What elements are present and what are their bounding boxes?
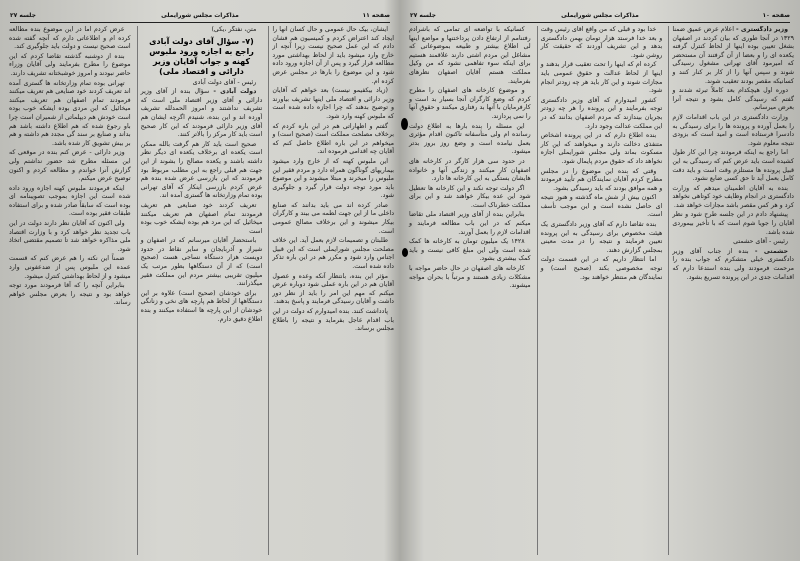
paragraph-text: بنابراین بنده از آقای وزیر اقتصاد ملی تقاضا میکنم که در این باب مطالعه فرمایند و اقدامات لازم را بعمل آورند. bbox=[408, 211, 531, 236]
paragraph bbox=[141, 237, 263, 289]
paragraph bbox=[272, 26, 394, 86]
paragraph bbox=[272, 123, 394, 157]
paragraph-text: اعلام عرض عمیق ضمنا ۱۳۲۹ در آنجا طوری که بیان کردند در اصفهان بشغل تعیین بوده اینها از لحاظ کنترل گرفته یکعده ای را و بعضا از آن گرفتند آن مستحضر که امیرمود آقای تهرانی مشغول رسیدگی شوند و سپس آنها را از کار بر کنار کنند و کسانیکه مقصر بودند تعقیب شوند. bbox=[672, 26, 794, 85]
paragraph bbox=[9, 53, 131, 79]
text-column bbox=[668, 26, 794, 555]
paragraph bbox=[409, 87, 531, 121]
paragraph-text: متن، نفتگر ،یکی) bbox=[211, 26, 257, 33]
paragraph bbox=[541, 97, 663, 131]
paragraph-text: تهرانی بوده تمام وزارتخانه ها گستری آمده اند تعریف کردند خود صنایعی هم تعریف میکنند فرمودند تمام اصفهان هم تعریف میکنند میخائیل که این مردی بوده ایشکه خوب بوده است خودش هم دیپلماتی از شمیران است چرا باو رجوع شده که هم اطلاع داشته باشد هم بداند و صنایع بر سند گی مجدد هم داشته و هم بر بیش تشویق کار شده باشد. bbox=[8, 79, 131, 147]
paragraph-text: اما راجع به اینکه فرمودند چرا این کار طول کشیده است باید عرض کنم که رسیدگی به این قبیل پرونده ها مستلزم وقت است و باید دقت کامل بعمل آید تا حق کسی ضایع نشود. bbox=[672, 149, 794, 183]
paragraph bbox=[672, 114, 794, 148]
paragraph bbox=[9, 185, 131, 219]
paragraph bbox=[672, 26, 794, 86]
page-number: صفحه ۱۱ bbox=[362, 12, 390, 19]
paragraph-text: بنده از جناب آقای وزیر دادگستری خیلی متشکرم که جواب بنده را مرحمت فرمودند ولی بنده استدعا دارم که اقدامات جدی در این پرونده تسریع بشود. bbox=[672, 247, 794, 281]
paragraph-text: مؤثر این بنده، بانتظار آنکه وعده و عصول آقایان هم در این باره عملی شود دوباره عرض میکنم که مهم این امر را باید از نظر دور داشت و آقایان رسیدگی فرمایند و پاسخ بدهند. bbox=[272, 272, 394, 306]
paragraph-text: تعریف کردند خود صنایعی هم تعریف فرمودند تمام اصفهان هم تعریف میکنند میخائیل که این مرد هم بوده ایشکه خوب بوده است bbox=[140, 201, 263, 235]
text-column bbox=[537, 26, 663, 555]
text-column bbox=[268, 26, 394, 555]
paragraph-text: و موضوع کارخانه های اصفهان را مطرح کردم که وضع کارگران آنجا بسیار بد است و کارفرمایان با آنها بد رفتاری میکنند و حقوق آنها را نمی پردازند. bbox=[408, 87, 531, 120]
page-header bbox=[10, 12, 390, 23]
paragraph-text: بنده اطلاع دارم که در این پرونده اشخاص متنفذی دخالت دارند و میخواهند که این کار مسکوت بماند ولی مجلس شورایملی اجازه نخواهد داد که حقوق مردم پایمال شود. bbox=[540, 132, 663, 165]
paragraph bbox=[272, 202, 394, 236]
paragraph-text: گفتم و اظهاراتی هم در این باره کردم که برخلاف مصلحت مملکت است (صحیح است) و میخواهم در این باره اطلاع حاصل کنم که آقایان چه اقدامی فرموده اند. bbox=[272, 122, 394, 156]
paragraph-text: رئیس - آقای حشمتی bbox=[733, 238, 788, 246]
paragraph bbox=[672, 248, 794, 282]
paragraph bbox=[409, 238, 531, 264]
paragraph bbox=[141, 79, 263, 88]
text-column bbox=[406, 26, 531, 555]
paragraph-text: کرده ام که اینها را تحت تعقیب قرار بدهند و اینها از لحاظ عدالت و حقوق عمومی باید مجازات شوند و این کار باید هر چه زودتر انجام شود. bbox=[540, 61, 663, 95]
paragraph-text: صادر کرده اند می باید بدانند که صنایع داخلی ما از این جهت لطمه می بیند و کارگران بیکار میشوند و این برخلاف مصالح عمومی است. bbox=[272, 201, 394, 235]
paragraph bbox=[141, 202, 263, 236]
paragraph bbox=[141, 88, 263, 140]
paragraph-text: برای خودشان (صحیح است) علاوه بر این دستگاهها از لحاظ هم پارچه های نخی و زنانگی خودشان از این پارچه ها استفاده میکنند و بنده اطلاع دقیق دارم. bbox=[140, 289, 263, 323]
paragraph-text: اگر دولت توجه نکند و این کارخانه ها تعطیل شود این عده بیکار خواهند شد و این برای مملکت خطرناک است. bbox=[408, 184, 531, 209]
paragraph-text: ایشان، بیک حال عمومی و حال کسان آنها را ایجاد کند اعتراض کردم و کمیسیون هم فشان دادم که این عمل صحیح نیست زیرا آنچه از خارج وارد میشود باید از لحاظ بهداشتی مورد مطالعه قرار گیرد و پس از آن اجازه ورود داده شود و این موضوع را بارها در مجلس عرض کرده ام. bbox=[272, 26, 394, 85]
paragraph-text: وقتی که بنده این موضوع را در مجلس مطرح کردم آقایان نمایندگان هم تأیید فرمودند و همه موافق بودند که باید رسیدگی بشود. bbox=[540, 167, 663, 192]
paragraph-text: بنده تقاضا دارم که آقای وزیر دادگستری یک هیئت مخصوص برای رسیدگی به این پرونده تعیین فرمایند و نتیجه را در مدت معینی بمجلس گزارش دهند. bbox=[540, 221, 663, 254]
paragraph-text: دوره اول هیچکدام بعد کاملاً تبرئه شدند و گفتم که رسیدگی کامل بشود و نتیجه آنرا بعرض میرسانم. bbox=[672, 87, 794, 112]
page-number: صفحه ۱۰ bbox=[762, 12, 790, 19]
paragraph bbox=[541, 194, 663, 220]
paragraph bbox=[272, 308, 394, 334]
columns bbox=[6, 26, 394, 555]
paragraph-text: در حدود سی هزار کارگر در کارخانه های اصفهان کار میکنند و زندگی آنها و خانواده هایشان بستگی به این کارخانه ها دارد. bbox=[408, 157, 531, 183]
paragraph-text: عرض کردم اما در این موضوع بنده مطالعه کرده ام و اطلاعاتی دارم که آنچه گفته شده است صحیح نیست و دولت باید جلوگیری کند. bbox=[8, 26, 131, 51]
paragraph-text: بنده از دوشنبه گذشته تقاضا کردم که این موضوع را مطرح بفرمایند ولی آقایان وزراء حاضر نبودند و امروز خوشبختانه تشریف دارند. bbox=[8, 52, 131, 77]
page-header bbox=[410, 12, 790, 23]
paragraph-text: این ملبوس کهنه که از خارج وارد میشود بیماریهای گوناگون همراه دارد و مردم فقیر این ملبوس را میخرند و مبتلا میشوند و این موضوع باید مورد توجه دولت قرار گیرد و جلوگیری شود. bbox=[272, 157, 394, 200]
ink-blot bbox=[401, 118, 408, 130]
paragraph bbox=[9, 80, 131, 149]
paragraph-text: وزارت دادگستری در این باب اقدامات لازم را بعمل آورده و پرونده ها را برای رسیدگی به دادسرا فرستاده است و امید است که بزودی نتیجه معلوم شود. bbox=[672, 113, 794, 147]
paragraph bbox=[541, 61, 663, 95]
publication-title: مذاکرات مجلس شورایملی bbox=[561, 12, 639, 19]
paragraph-text: کشور امیدوارم که آقای وزیر دادگستری توجه بفرمایند و این پرونده را هر چه زودتر بجریان بیندازند که مردم اصفهان بدانند که در این مملکت عدالت وجود دارد. bbox=[540, 96, 663, 130]
paragraph bbox=[9, 220, 131, 254]
columns bbox=[406, 26, 794, 555]
paragraph bbox=[272, 158, 394, 201]
paragraph-text: ولی اکنون که آقایان نظر دارند دولت در این باب تجدید نظر خواهد کرد و با وزارت اقتصاد ملی مذاکره خواهد شد تا تصمیم مقتضی اتخاذ شود. bbox=[8, 220, 131, 253]
paragraph bbox=[672, 185, 794, 211]
paragraph-text: سؤال بنده از آقای وزیر دارائی و آقای وزیر اقتصاد ملی است که تشریف نداشتند و امروز الحمدلله تشریف آورده اند و این بنده، شنیدم اگرچه ایشان هم آقای وزیر دارائی فرمودند که این کار صحیح است باید کار مرکز را بالاتر کنند. bbox=[140, 88, 263, 139]
paragraph-text: (زیاد بیکفیمو نیست) بعد خواهم که آقایان وزیر دارائی و اقتصاد ملی اینها تشریف بیاورند و توضیح بدهند که چرا اجازه داده شده است که ملبوس کهنه وارد شود. bbox=[272, 87, 394, 120]
paragraph-text: پیشنهاد دادم در این جلسه طرح شود و نظر آقایان را جویا شوم است که با تأخیر بیموردی شده باشد. bbox=[672, 211, 794, 236]
paragraph bbox=[672, 87, 794, 113]
paragraph bbox=[672, 149, 794, 183]
paragraph-text: صحیح است باید کار هم گرفت بالله ممکن است یکعده ای برخلاف یکعده ای دیگر نظر داشته باشند و یکعده مصالح را بشوند از این جهت هم قبلی راجع به این مطلب مربوط بود فرمودند که این بازرسی عرض شده بنده هم عرض کردم بازرسی اینکار که آقای تهرانی بوده تمام وزارتخانه ها گستری آمده اند. bbox=[140, 140, 263, 200]
paragraph bbox=[541, 26, 663, 60]
right-page bbox=[400, 0, 800, 561]
paragraph bbox=[409, 185, 531, 211]
paragraph-text: باستحضار آقایان میرسانم که در اصفهان و شیراز و آذربایجان و سایر نقاط در حدود دویست هزار دستگاه نساجی هست (صحیح است) که از آن دستگاهها بطور مرتب یک میلیون تقریبی بیشتر مردم این مملکت فقیر میگذرانند. bbox=[140, 237, 263, 288]
speaker-name: حشمتی - bbox=[754, 247, 788, 255]
paragraph-text: طلبتان و تصمیمات لازم بعمل آید. این خلاف مصلحت مجلس شورایملی است که این قبیل اجناس وارد شود و مکرر هم در این باره تذکر داده شده است. bbox=[272, 237, 394, 271]
paragraph-text: اکنون بیش از شش ماه گذشته و هنوز نتیجه ای حاصل نشده است و این موجب تأسف است. bbox=[540, 194, 663, 219]
paragraph bbox=[672, 211, 794, 237]
paragraph-text: کسانیکه با تواضعه ای تمامی که باشرادم رفتنامم از ارتفاع دادن پرداختنها و مواضع اینها لی اطلاع بیشتر و طبیعه بموضوعاتی که مشاغل این مردم اشتی دارند علاقمند هستیم برای اینکه سوء تفاهمی نشود که من وکیل مملکت هستم آقایان اصفهان نظرهای بفرمایند. bbox=[408, 26, 531, 85]
paragraph bbox=[541, 168, 663, 194]
paragraph bbox=[9, 282, 131, 308]
speaker-name: دولت آبادی - bbox=[213, 88, 257, 96]
paragraph bbox=[409, 26, 531, 86]
paragraph bbox=[9, 26, 131, 52]
paragraph bbox=[9, 149, 131, 183]
paragraph-text: پادداشت کنند. بنده امیدوارم که دولت در این باب اقدام عاجل بفرماید و نتیجه را باطلاع مجلس برساند. bbox=[272, 308, 394, 333]
paragraph-text: این مسئله را بنده بارها به اطلاع دولت رسانده ام ولی متأسفانه تاکنون اقدام مؤثری بعمل نیامده است و وضع روز بروز بدتر میشود. bbox=[408, 122, 531, 156]
paragraph bbox=[409, 123, 531, 157]
paragraph bbox=[272, 87, 394, 121]
paragraph-text: خدا بود و قبلی که من واقع آقای رئیس وقت و بعد خدا فرستد هزار تومان بهمن دادگستری بدهد و این تشریف آوردند که حقیقت کار روشن شود. bbox=[540, 26, 663, 59]
paragraph bbox=[409, 265, 531, 291]
paragraph bbox=[141, 290, 263, 324]
session-number: جلسه ۲۷ bbox=[10, 12, 36, 19]
paragraph-text: رئیس - آقای دولت آبادی bbox=[192, 78, 257, 86]
paragraph-text: بنابراین آنچه را که آقا فرمودند مورد توجه خواهد بود و نتیجه را بعرض مجلس خواهم رساند. bbox=[8, 282, 131, 307]
paragraph bbox=[409, 211, 531, 237]
paragraph-text: کارخانه های اصفهان در حال حاضر مواجه با مشکلات زیادی هستند و مرتباً با بحران مواجه میشوند. bbox=[408, 265, 531, 290]
paragraph bbox=[672, 238, 794, 247]
ink-blot bbox=[402, 248, 408, 257]
paragraph bbox=[409, 158, 531, 184]
publication-title: مذاکرات مجلس شورایملی bbox=[161, 12, 239, 19]
paragraph-text: اینکه فرمودند ملبوس کهنه اجازه ورود داده شده است این اجازه بموجب تصویبنامه ای بوده است که سابقاً صادر شده و برای استفاده طبقات فقیر بوده است. bbox=[8, 184, 131, 218]
paragraph bbox=[541, 221, 663, 255]
paragraph-text: اما انتظار داریم که در این قسمت دولت توجه مخصوصی بکند (صحیح است) و نمایندگان هم منتظر خواهند بود. bbox=[540, 256, 663, 281]
paragraph bbox=[141, 141, 263, 201]
paragraph bbox=[272, 273, 394, 307]
paragraph bbox=[541, 132, 663, 166]
text-column bbox=[137, 26, 263, 555]
paragraph-text: ۱۴۲۸ یک میلیون تومان به کارخانه ها کمک شده است ولی این مبلغ کافی نیست و باید کمک بیشتری بشود. bbox=[408, 238, 531, 263]
speaker-name: وزیر دادگستری - bbox=[736, 26, 788, 33]
paragraph bbox=[9, 255, 131, 281]
paragraph bbox=[272, 237, 394, 271]
paragraph bbox=[541, 256, 663, 282]
section-heading: (۷- سؤال آقای دولت آبادی راجع به اجازه ورود ملبوس کهنه و جواب آقایان وزیر دارائی و اقتصاد ملی) bbox=[149, 36, 254, 76]
paragraph-text: ضمناً این نکته را هم عرض کنم که قسمت عمده این ملبوس پس از ضدعفونی وارد میشود و از لحاظ بهداشتی کنترل میشود. bbox=[8, 255, 131, 280]
text-column bbox=[6, 26, 131, 555]
paragraph-text: بنده به آقایان اطمینان میدهم که وزارت دادگستری در انجام وظایف خود کوتاهی نخواهد کرد و هر کس مقصر باشد مجازات خواهد شد. bbox=[672, 184, 794, 209]
paragraph-text: وزیر دارائی - عرض کنم بنده در موقعی که این مسئله مطرح شد حضور نداشتم ولی گزارش آنرا خواندم و مطالعه کردم و اکنون توضیح عرض میکنم. bbox=[8, 149, 131, 183]
session-number: جلسه ۲۷ bbox=[410, 12, 436, 19]
paragraph bbox=[141, 26, 263, 35]
